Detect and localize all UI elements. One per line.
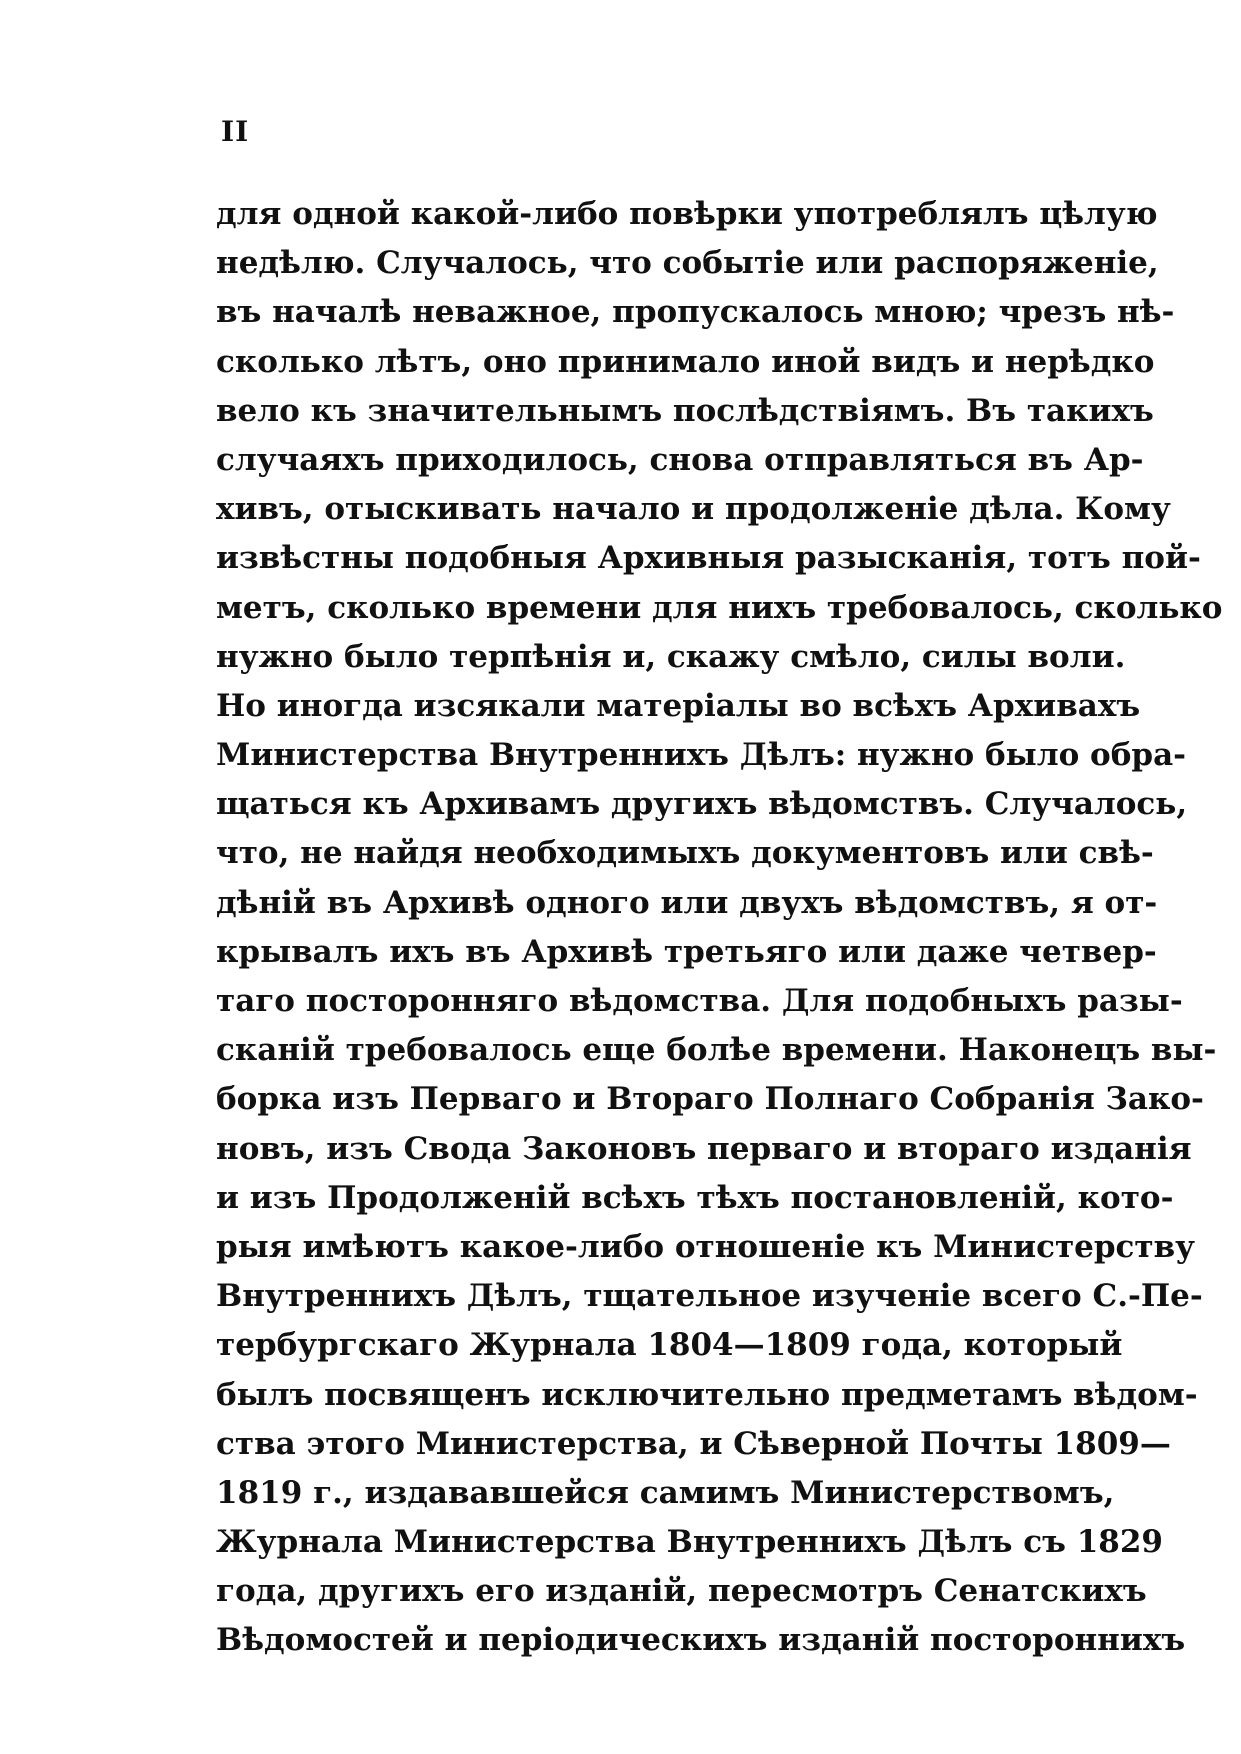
page-number: II xyxy=(221,115,250,148)
text-line: Вѣдомостей и періодическихъ изданій постороннихъ xyxy=(216,1622,1186,1659)
text-line: былъ посвященъ исключительно предметамъ вѣдом- xyxy=(216,1376,1198,1413)
text-line: новъ, изъ Свода Законовъ перваго и втораго изданія xyxy=(216,1130,1192,1167)
text-line: дѣній въ Архивѣ одного или двухъ вѣдомствъ, я от- xyxy=(216,884,1158,921)
text-line: сканій требовалось еще болѣе времени. Наконецъ вы- xyxy=(216,1032,1217,1069)
text-line: крывалъ ихъ въ Архивѣ третьяго или даже четвер- xyxy=(216,933,1157,970)
text-line: таго посторонняго вѣдомства. Для подобныхъ разы- xyxy=(216,983,1183,1019)
text-line: ства этого Министерства, и Сѣверной Почты 1809— xyxy=(216,1425,1171,1462)
text-line: борка изъ Перваго и Втораго Полнаго Собранія Зако- xyxy=(216,1081,1204,1118)
text-line: вело къ значительнымъ послѣдствіямъ. Въ такихъ xyxy=(216,392,1154,429)
text-line: 1819 г., издававшейся самимъ Министерствомъ, xyxy=(216,1474,1115,1511)
text-line: хивъ, отыскивать начало и продолженіе дѣла. Кому xyxy=(216,491,1171,528)
body-text xyxy=(216,190,1223,1666)
text-line: для одной какой-либо повѣрки употреблялъ цѣлую xyxy=(216,196,1158,232)
text-line: сколько лѣтъ, оно принимало иной видъ и нерѣдко xyxy=(216,343,1155,380)
text-line: Но иногда изсякали матеріалы во всѣхъ Архивахъ xyxy=(216,687,1141,724)
text-line: нужно было терпѣнія и, скажу смѣло, силы воли. xyxy=(216,638,1126,675)
text-line: щаться къ Архивамъ другихъ вѣдомствъ. Случалось, xyxy=(216,786,1188,823)
text-line: метъ, сколько времени для нихъ требовалось, сколько xyxy=(216,589,1223,626)
text-line: Внутреннихъ Дѣлъ, тщательное изученіе всего С.-Пе- xyxy=(216,1278,1203,1315)
text-line: недѣлю. Случалось, что событіе или распоряженіе, xyxy=(216,245,1159,282)
text-line: извѣстны подобныя Архивныя разысканія, тотъ пой- xyxy=(216,540,1201,577)
text-line: случаяхъ приходилось, снова отправляться въ Ар- xyxy=(216,441,1144,478)
text-line: Журнала Министерства Внутреннихъ Дѣлъ съ 1829 xyxy=(216,1524,1163,1561)
text-line: въ началѣ неважное, пропускалось мною; чрезъ нѣ- xyxy=(216,294,1175,331)
text-line: и изъ Продолженій всѣхъ тѣхъ постановленій, кото- xyxy=(216,1179,1174,1216)
text-line: года, другихъ его изданій, пересмотръ Сенатскихъ xyxy=(216,1573,1147,1610)
text-line: тербургскаго Журнала 1804—1809 года, который xyxy=(216,1327,1123,1364)
text-line: рыя имѣютъ какое-либо отношеніе къ Министерству xyxy=(216,1228,1196,1265)
text-line: Министерства Внутреннихъ Дѣлъ: нужно было обра- xyxy=(216,737,1187,774)
text-line: что, не найдя необходимыхъ документовъ или свѣ- xyxy=(216,835,1154,872)
